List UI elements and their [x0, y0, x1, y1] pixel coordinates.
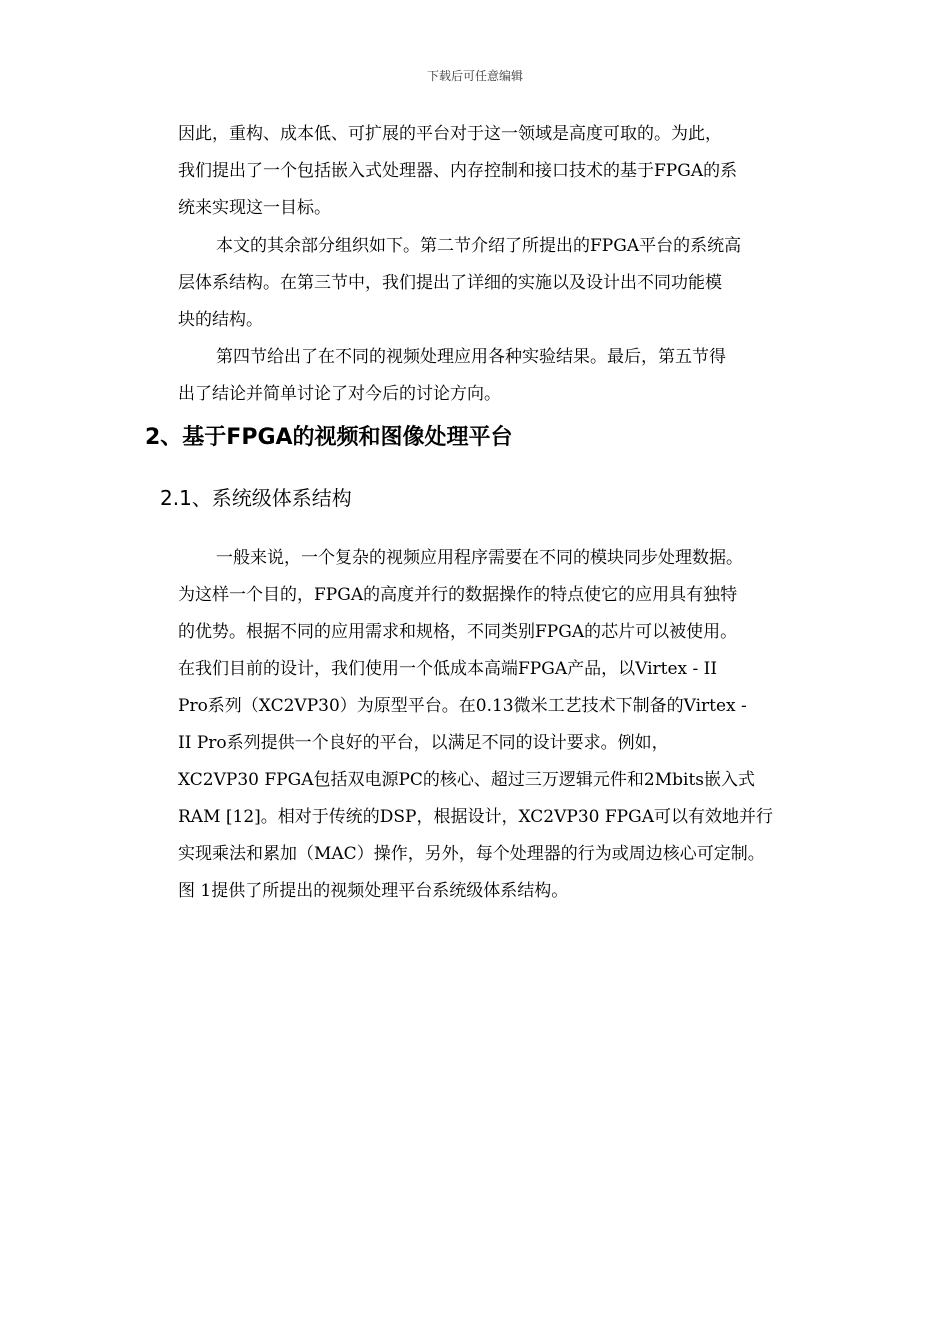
organization-line-3: 块的结构。: [178, 310, 263, 330]
organization-paragraph: [178, 228, 818, 339]
intro-paragraph: [178, 116, 818, 227]
organization-line-1: 本文的其余部分组织如下。第二节介绍了所提出的FPGA平台的系统高: [216, 236, 742, 256]
body-paragraph: [178, 540, 818, 910]
body-line-6: II Pro系列提供一个良好的平台，以满足不同的设计要求。例如，: [178, 733, 669, 753]
body-line-4: 在我们目前的设计，我们使用一个低成本高端FPGA产品，以Virtex - II: [178, 659, 718, 679]
body-line-2: 为这样一个目的，FPGA的高度并行的数据操作的特点使它的应用具有独特: [178, 585, 738, 605]
page-header: 下载后可任意编辑: [426, 69, 523, 83]
body-line-5: Pro系列（XC2VP30）为原型平台。在0.13微米工艺技术下制备的Virtex -: [178, 696, 747, 716]
section-2-heading: 2、基于FPGA的视频和图像处理平台: [145, 425, 513, 450]
organization-line-2: 层体系结构。在第三节中，我们提出了详细的实施以及设计出不同功能模: [178, 273, 722, 293]
intro-line-2: 我们提出了一个包括嵌入式处理器、内存控制和接口技术的基于FPGA的系: [178, 161, 738, 181]
body-line-1: 一般来说，一个复杂的视频应用程序需要在不同的模块同步处理数据。: [216, 548, 743, 568]
body-line-8: RAM [12]。相对于传统的DSP，根据设计，XC2VP30 FPGA可以有效地并行: [178, 807, 773, 827]
section-2-1-heading: 2.1、系统级体系结构: [160, 486, 352, 510]
body-line-10: 图 1提供了所提出的视频处理平台系统级体系结构。: [178, 881, 569, 901]
intro-line-1: 因此，重构、成本低、可扩展的平台对于这一领域是高度可取的。为此，: [178, 124, 722, 144]
section4-line-1: 第四节给出了在不同的视频处理应用各种实验结果。最后，第五节得: [216, 347, 726, 367]
body-line-9: 实现乘法和累加（MAC）操作，另外，每个处理器的行为或周边核心可定制。: [178, 844, 765, 864]
section4-paragraph: [178, 339, 818, 413]
body-line-7: XC2VP30 FPGA包括双电源PC的核心、超过三万逻辑元件和2Mbits嵌入式: [178, 770, 756, 790]
body-line-3: 的优势。根据不同的应用需求和规格，不同类别FPGA的芯片可以被使用。: [178, 622, 738, 642]
section4-line-2: 出了结论并简单讨论了对今后的讨论方向。: [178, 384, 501, 404]
intro-line-3: 统来实现这一目标。: [178, 198, 331, 218]
